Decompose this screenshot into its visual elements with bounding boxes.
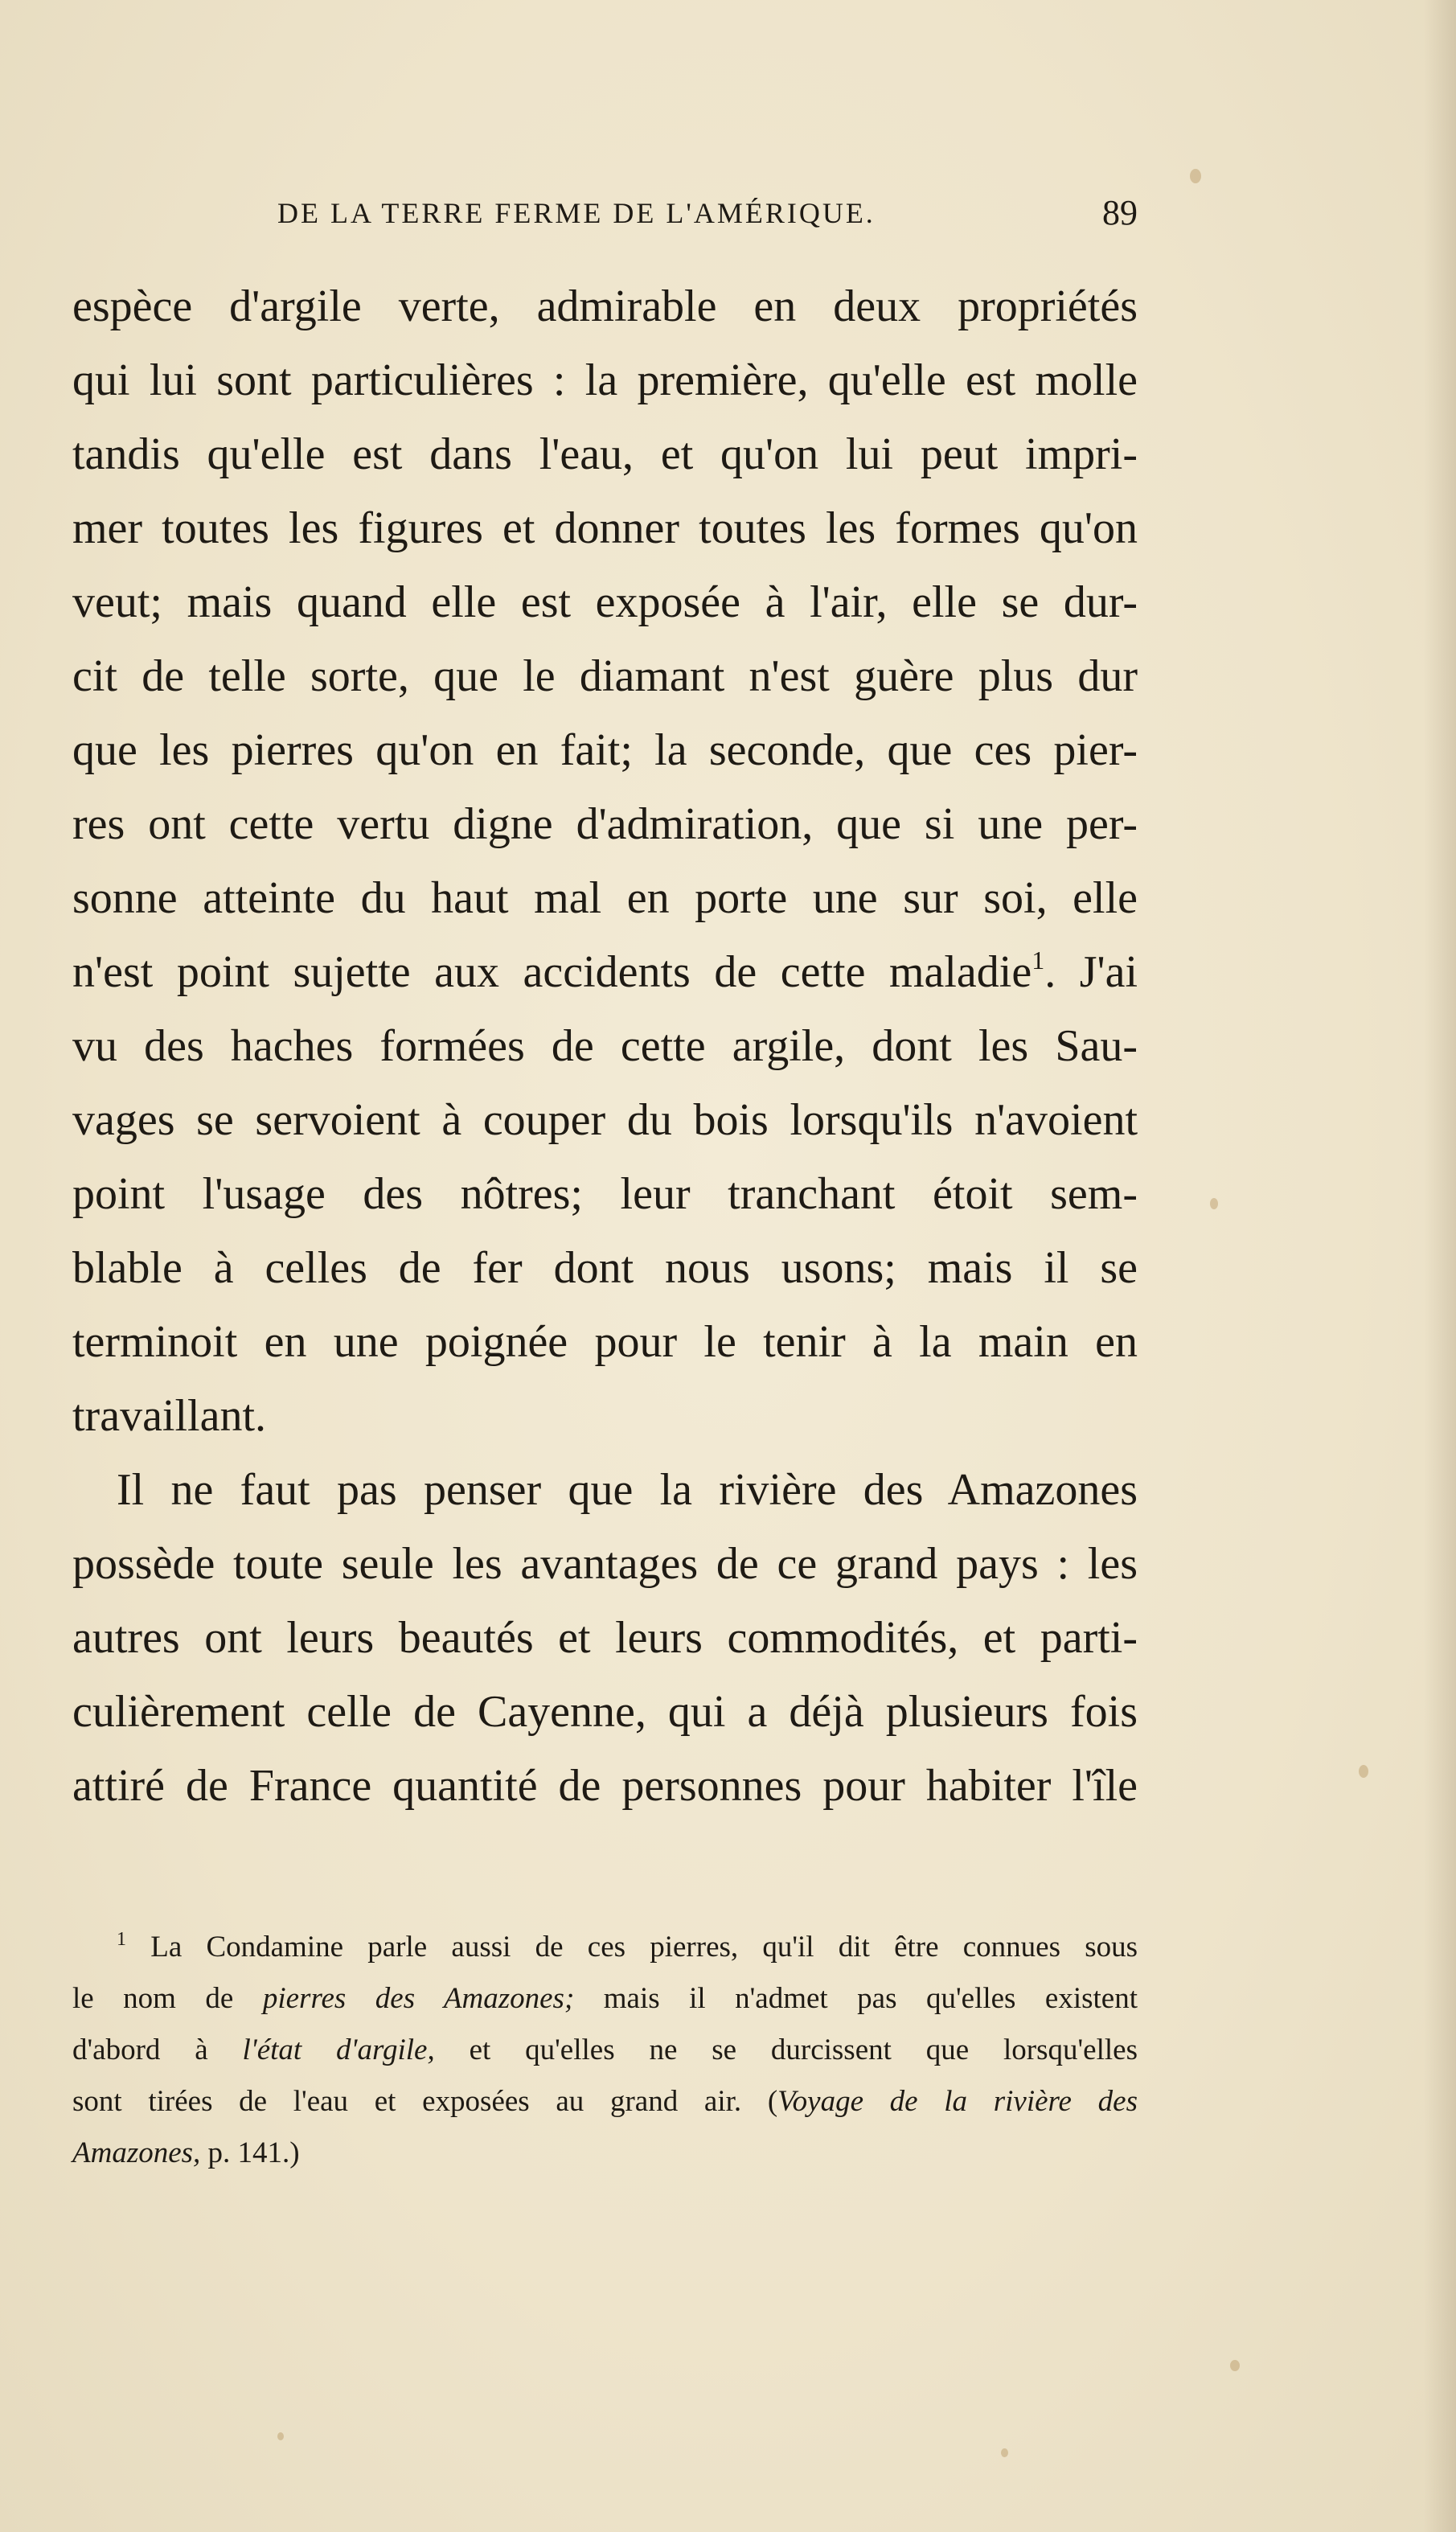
footnote-line bbox=[72, 2128, 1138, 2179]
running-title: DE LA TERRE FERME DE L'AMÉRIQUE. bbox=[277, 197, 876, 229]
text-fragment: sont tirées de l'eau et exposées au grand air. ( bbox=[72, 2085, 778, 2118]
text-line: possède toute seule les avantages de ce grand pays : les bbox=[72, 1539, 1138, 1589]
text-fragment: n'est point sujette aux accidents de cette maladie bbox=[72, 947, 1032, 997]
paper-stain bbox=[1001, 2448, 1008, 2457]
paper-stain bbox=[277, 2432, 284, 2440]
text-fragment: La Condamine parle aussi de ces pierres, qu'il dit être connues sous bbox=[150, 1931, 1138, 1964]
text-line: sonne atteinte du haut mal en porte une sur soi, elle bbox=[72, 873, 1138, 923]
page-header bbox=[277, 189, 1138, 237]
footnote-marker: 1 bbox=[117, 1929, 126, 1950]
text-line: vu des haches formées de cette argile, dont les Sau- bbox=[72, 1021, 1138, 1071]
footnote-line bbox=[72, 1973, 1138, 2025]
text-line: blable à celles de fer dont nous usons; mais il se bbox=[72, 1243, 1138, 1293]
page-number: 89 bbox=[1102, 193, 1138, 232]
text-line: Il ne faut pas penser que la rivière des Amazones bbox=[117, 1465, 1138, 1515]
text-line: culièrement celle de Cayenne, qui a déjà plusieurs fois bbox=[72, 1687, 1138, 1737]
footnote-reference: 1 bbox=[1032, 946, 1045, 975]
text-line: travaillant. bbox=[72, 1391, 267, 1441]
text-line: autres ont leurs beautés et leurs commodités, et parti- bbox=[72, 1613, 1138, 1663]
footnote-line bbox=[72, 2076, 1138, 2128]
italic-fragment: Amazones, bbox=[72, 2136, 201, 2169]
footnote-line bbox=[72, 1922, 1138, 1973]
main-text bbox=[72, 269, 1138, 1823]
text-line: que les pierres qu'on en fait; la seconde, que ces pier- bbox=[72, 725, 1138, 775]
text-line: vages se servoient à couper du bois lorsqu'ils n'avoient bbox=[72, 1095, 1138, 1145]
text-line: mer toutes les figures et donner toutes les formes qu'on bbox=[72, 503, 1138, 553]
text-fragment: et qu'elles ne se durcissent que lorsqu'elles bbox=[434, 2033, 1138, 2066]
page-edge-shadow bbox=[1424, 0, 1456, 2532]
text-line: veut; mais quand elle est exposée à l'air, elle se dur- bbox=[72, 577, 1138, 627]
text-fragment: p. 141.) bbox=[200, 2136, 300, 2169]
text-line: terminoit en une poignée pour le tenir à la main en bbox=[72, 1317, 1138, 1367]
text-line: point l'usage des nôtres; leur tranchant étoit sem- bbox=[72, 1169, 1138, 1219]
paper-stain bbox=[1190, 169, 1201, 183]
text-line: res ont cette vertu digne d'admiration, que si une per- bbox=[72, 799, 1138, 849]
text-line-with-footnote-ref bbox=[72, 935, 1138, 1009]
text-fragment: le nom de bbox=[72, 1982, 263, 2015]
italic-fragment: l'état d'argile, bbox=[242, 2033, 435, 2066]
text-line: cit de telle sorte, que le diamant n'est guère plus dur bbox=[72, 651, 1138, 701]
italic-fragment: Voyage de la rivière des bbox=[777, 2085, 1138, 2118]
italic-fragment: pierres des Amazones; bbox=[262, 1982, 575, 2015]
footnote-line bbox=[72, 2025, 1138, 2076]
paper-stain bbox=[1359, 1765, 1368, 1778]
text-fragment: mais il n'admet pas qu'elles existent bbox=[574, 1982, 1138, 2015]
text-fragment: d'abord à bbox=[72, 2033, 243, 2066]
text-line: attiré de France quantité de personnes pour habiter l'île bbox=[72, 1761, 1138, 1811]
paper-stain bbox=[1230, 2360, 1240, 2371]
text-fragment: . J'ai bbox=[1044, 947, 1138, 997]
footnote bbox=[72, 1922, 1138, 2179]
paper-stain bbox=[1210, 1198, 1218, 1209]
text-line: espèce d'argile verte, admirable en deux propriétés bbox=[72, 281, 1138, 331]
text-line: tandis qu'elle est dans l'eau, et qu'on lui peut impri- bbox=[72, 429, 1138, 479]
text-line: qui lui sont particulières : la première, qu'elle est molle bbox=[72, 355, 1138, 405]
